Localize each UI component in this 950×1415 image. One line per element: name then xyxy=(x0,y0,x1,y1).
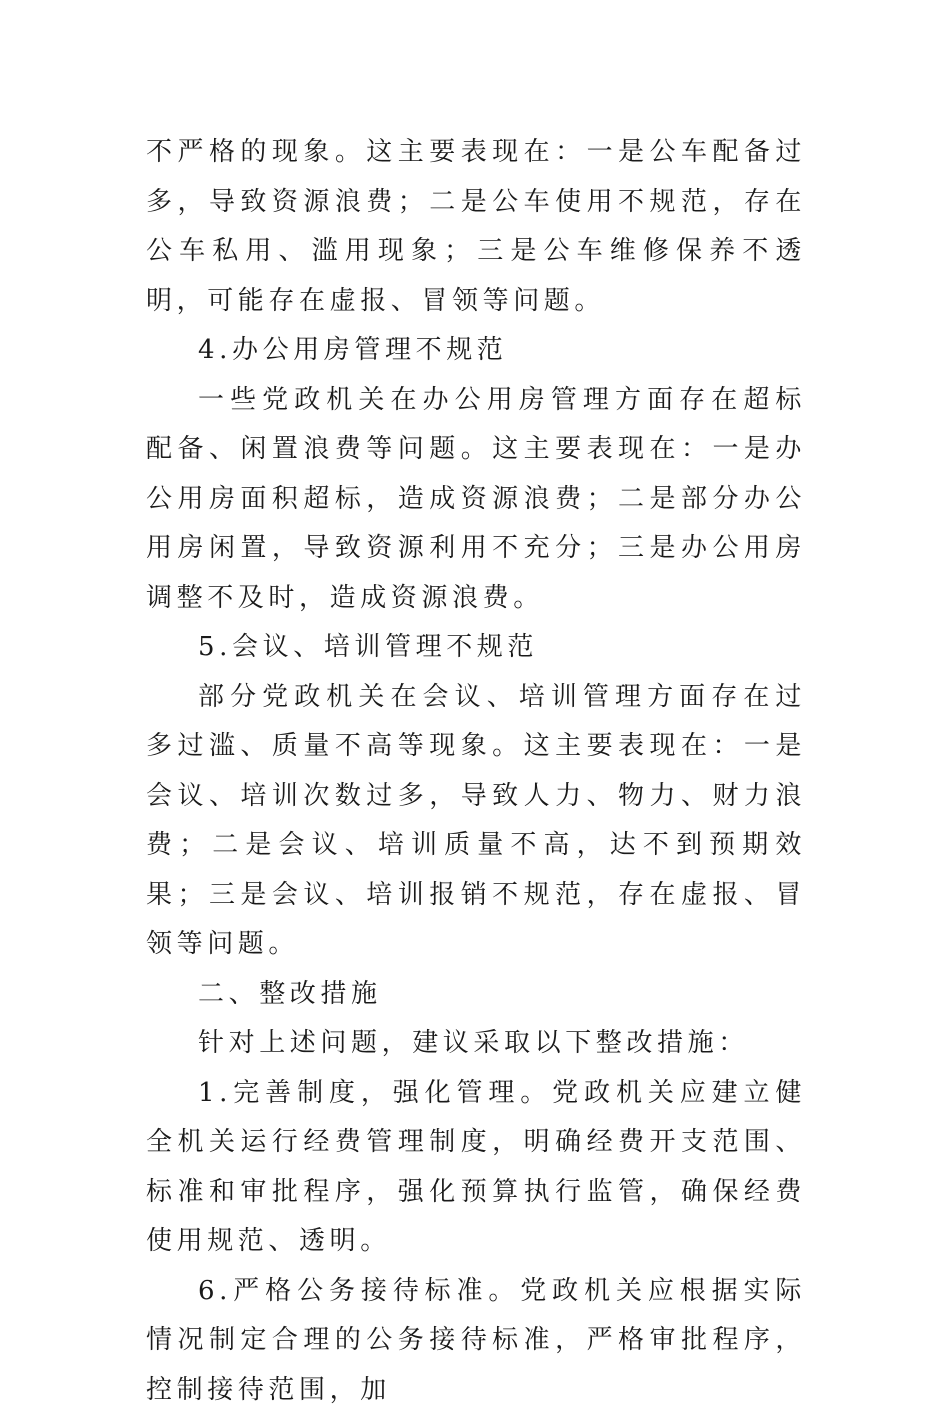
document-body xyxy=(146,128,806,1415)
section-heading-rectification: 二、整改措施 xyxy=(146,970,806,1020)
paragraph-measures-intro: 针对上述问题，建议采取以下整改措施： xyxy=(146,1019,806,1069)
paragraph-office-space: 一些党政机关在办公用房管理方面存在超标配备、闲置浪费等问题。这主要表现在：一是办公用房面积超标，造成资源浪费；二是部分办公用房闲置，导致资源利用不充分；三是办公用房调整不及时，造成资源浪费。 xyxy=(146,376,806,624)
paragraph-meetings-training: 部分党政机关在会议、培训管理方面存在过多过滥、质量不高等现象。这主要表现在：一是会议、培训次数过多，导致人力、物力、财力浪费；二是会议、培训质量不高，达不到预期效果；三是会议、培训报销不规范，存在虚报、冒领等问题。 xyxy=(146,673,806,970)
section-heading-meetings-training: 5.会议、培训管理不规范 xyxy=(146,623,806,673)
paragraph-continued: 不严格的现象。这主要表现在：一是公车配备过多，导致资源浪费；二是公车使用不规范，存在公车私用、滥用现象；三是公车维修保养不透明，可能存在虚报、冒领等问题。 xyxy=(146,128,806,326)
paragraph-measure-6: 6.严格公务接待标准。党政机关应根据实际情况制定合理的公务接待标准，严格审批程序，控制接待范围，加 xyxy=(146,1267,806,1415)
section-heading-office-space: 4.办公用房管理不规范 xyxy=(146,326,806,376)
paragraph-measure-1: 1.完善制度，强化管理。党政机关应建立健全机关运行经费管理制度，明确经费开支范围、标准和审批程序，强化预算执行监管，确保经费使用规范、透明。 xyxy=(146,1069,806,1267)
